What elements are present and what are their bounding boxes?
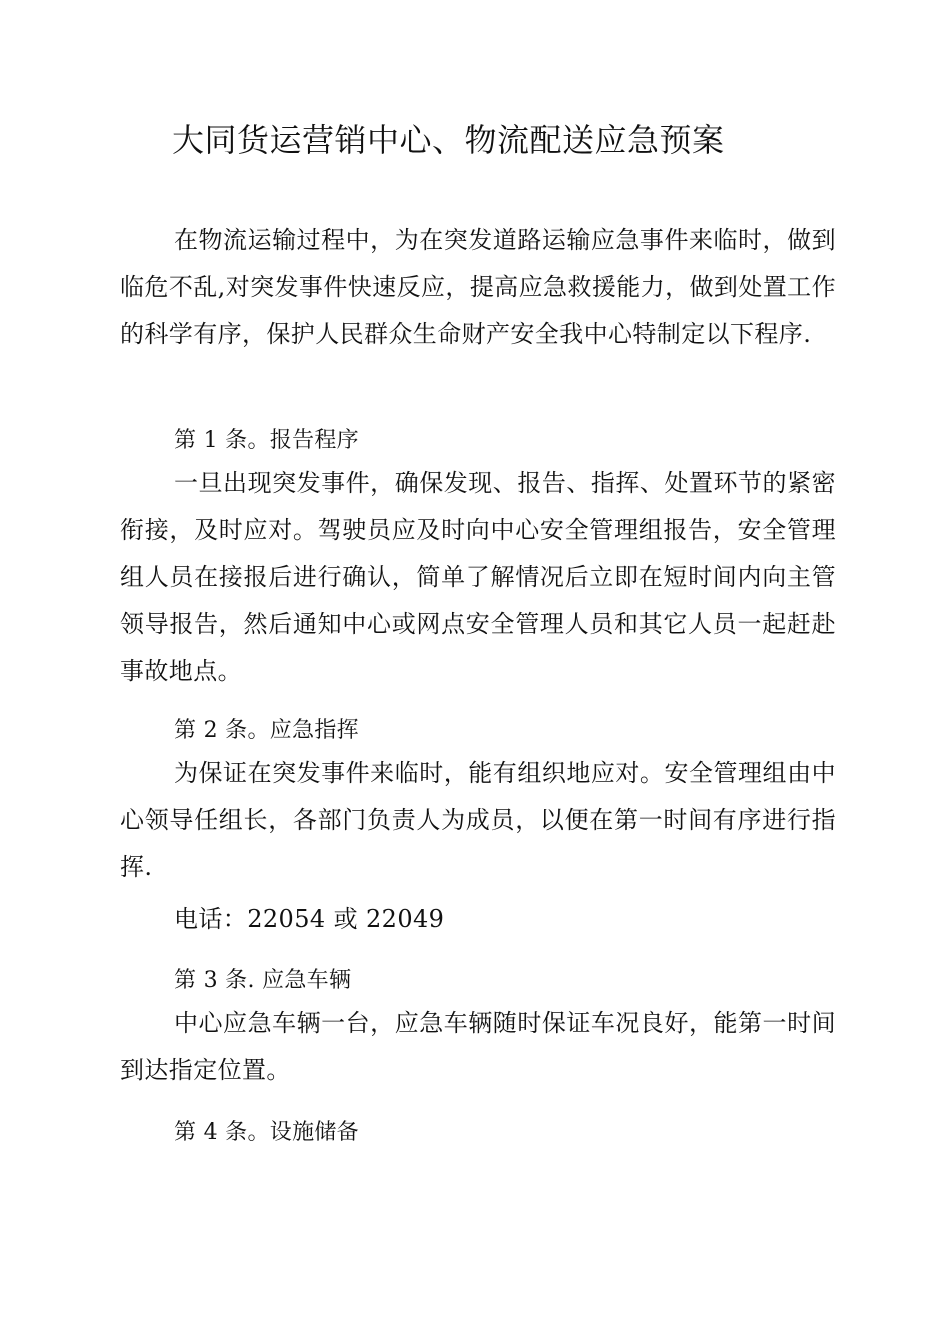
section-3-body: 中心应急车辆一台，应急车辆随时保证车况良好，能第一时间到达指定位置。 xyxy=(120,1009,836,1084)
section-3-heading: 第 3 条. 应急车辆 xyxy=(174,968,352,993)
section-2-body: 为保证在突发事件来临时，能有组织地应对。安全管理组由中心领导任组长，各部门负责人为成员，以便在第一时间有序进行指挥. xyxy=(120,759,836,881)
section-2-phone: 电话：22054 或 22049 xyxy=(174,905,445,933)
section-1-body: 一旦出现突发事件，确保发现、报告、指挥、处置环节的紧密衔接，及时应对。驾驶员应及时向中心安全管理组报告，安全管理组人员在接报后进行确认，简单了解情况后立即在短时间内向主管领导报告，然后通知中心或网点安全管理人员和其它人员一起赶赴事故地点。 xyxy=(120,469,836,685)
intro-paragraph: 在物流运输过程中，为在突发道路运输应急事件来临时，做到临危不乱,对突发事件快速反应，提高应急救援能力，做到处置工作的科学有序，保护人民群众生命财产安全我中心特制定以下程序. xyxy=(120,226,836,348)
section-4-heading: 第 4 条。设施储备 xyxy=(174,1120,359,1145)
section-1-heading: 第 1 条。报告程序 xyxy=(174,428,359,453)
document-title: 大同货运营销中心、物流配送应急预案 xyxy=(172,121,725,159)
section-2-heading: 第 2 条。应急指挥 xyxy=(174,718,359,743)
